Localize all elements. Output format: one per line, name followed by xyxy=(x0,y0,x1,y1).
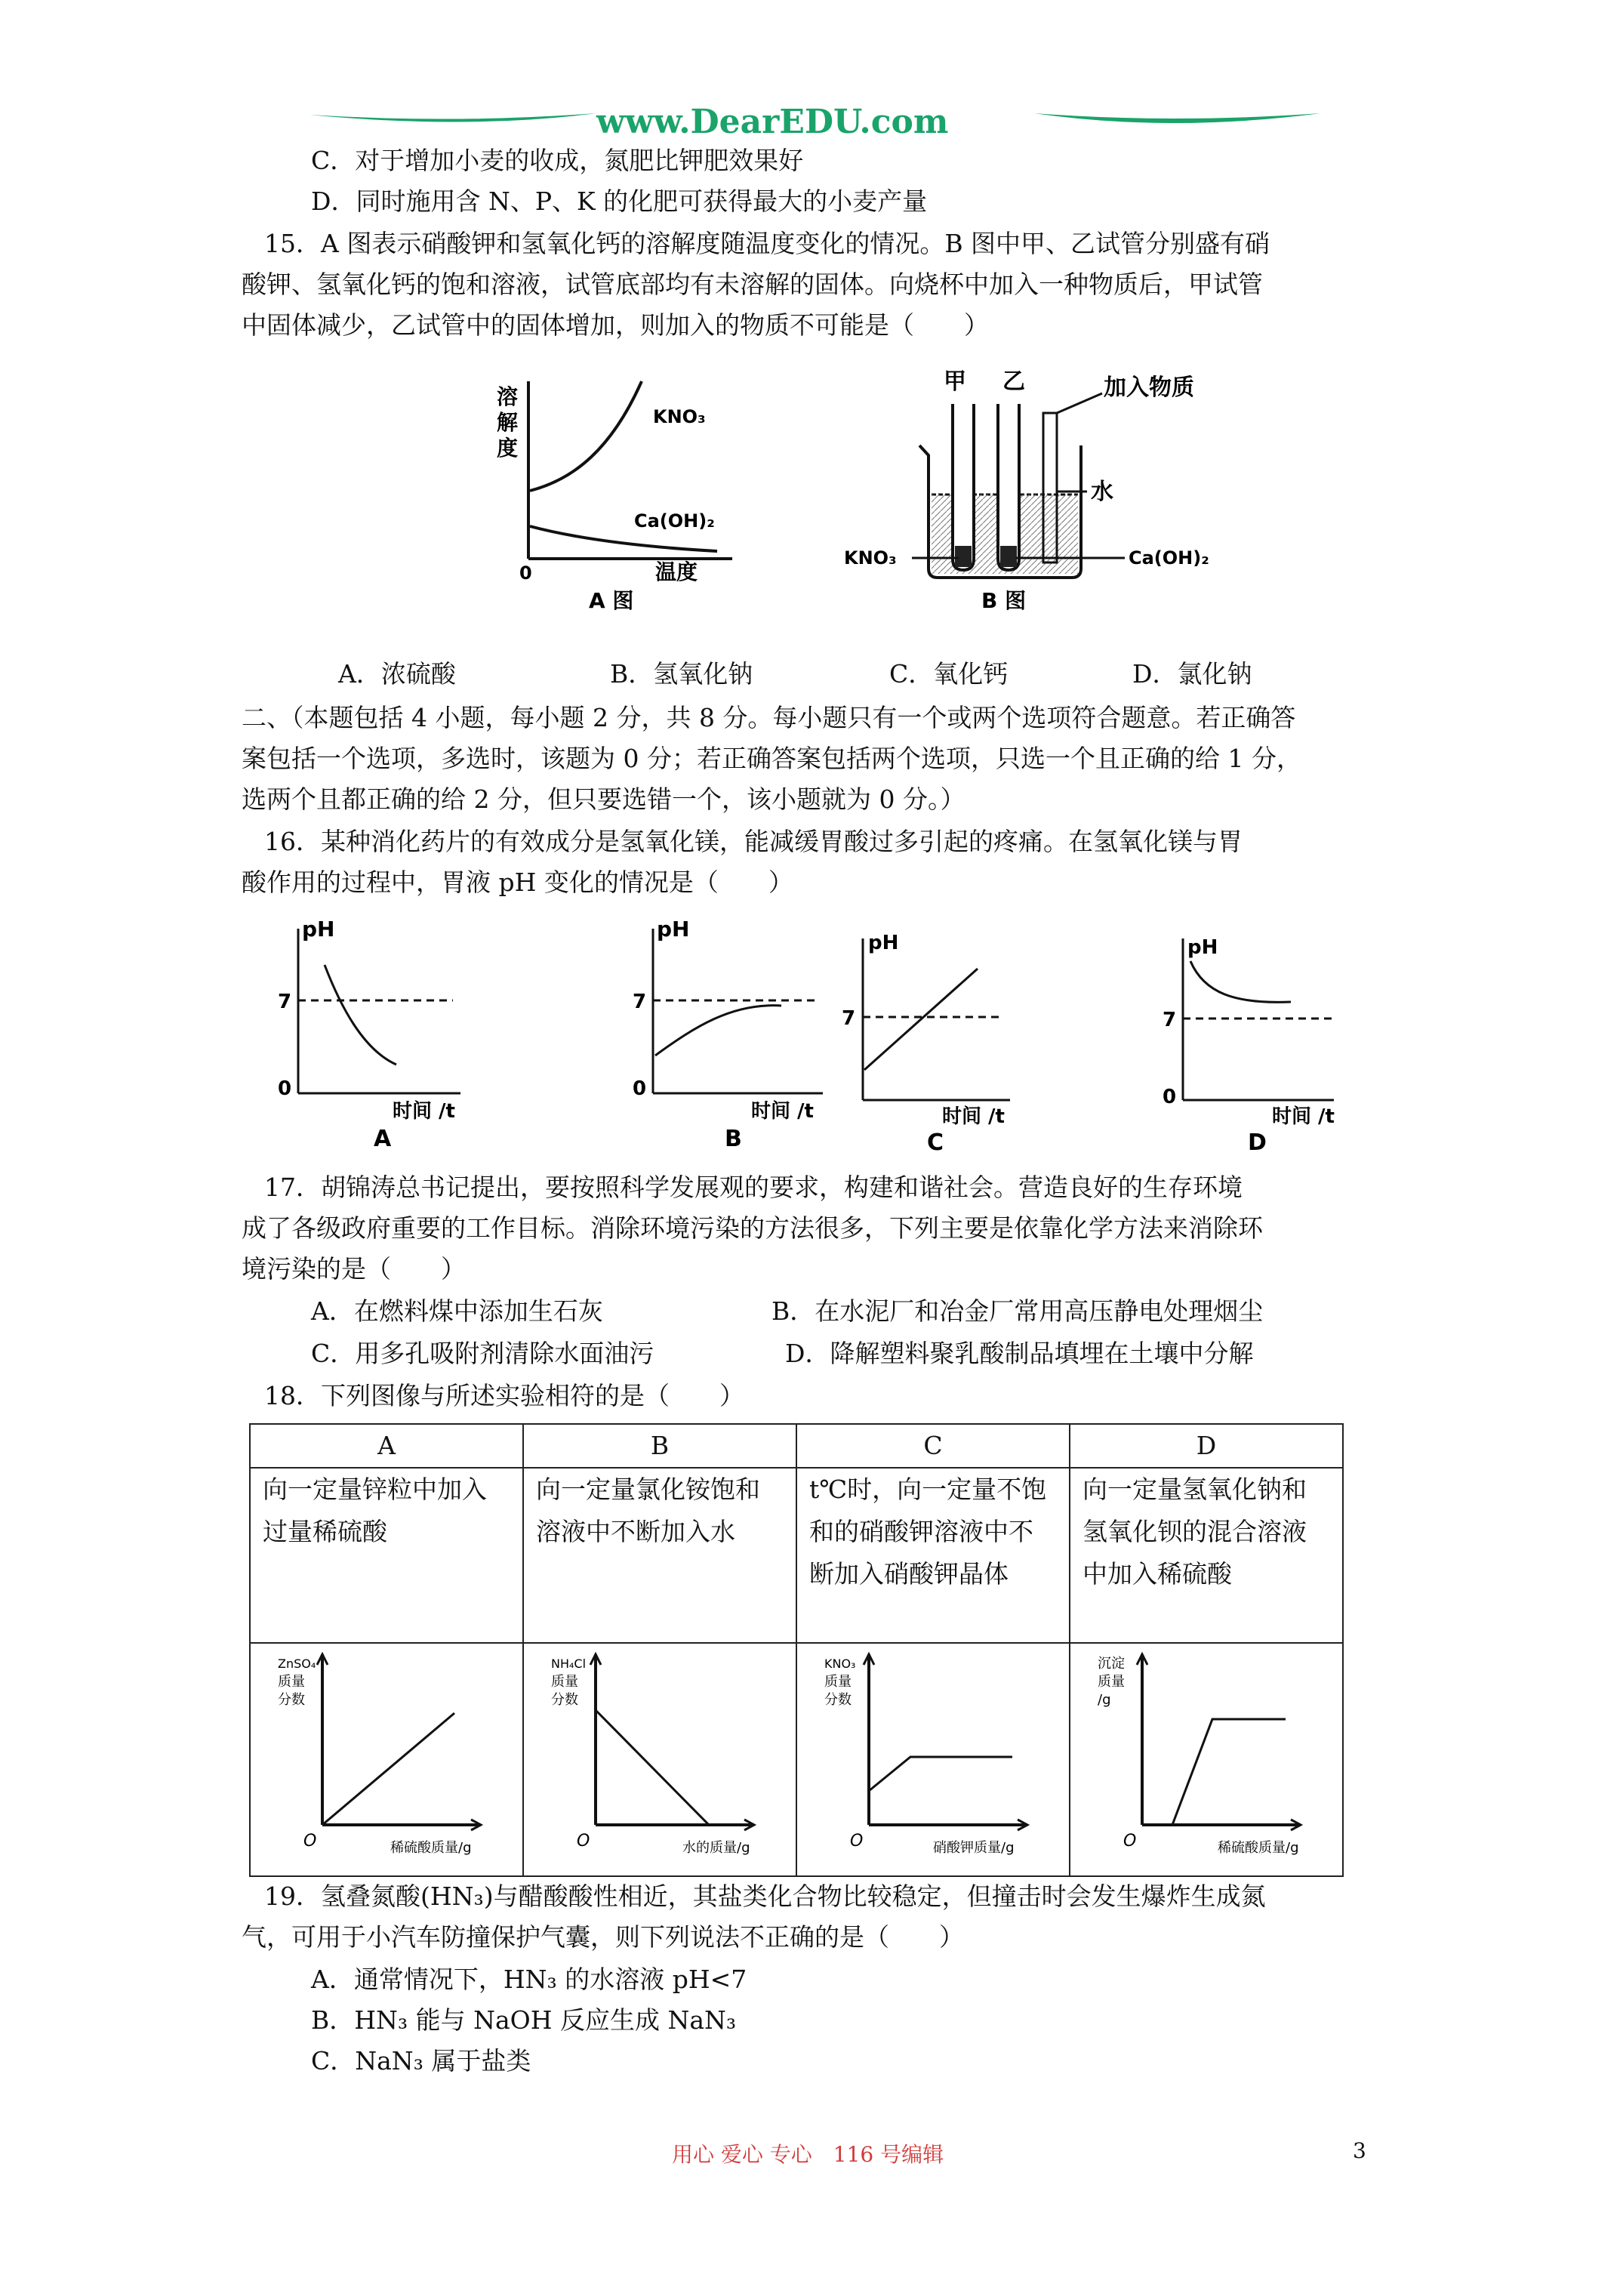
q16-d-curve xyxy=(1190,961,1291,1002)
q15-option-c: C．氧化钙 xyxy=(889,659,1009,689)
fig-b-tube-yi xyxy=(998,404,1019,570)
q19-line-1: 19．氢叠氮酸(HN₃)与醋酸酸性相近，其盐类化合物比较稳定，但撞击时会发生爆炸生成氮 xyxy=(264,1881,1266,1911)
q17-option-a: A．在燃料煤中添加生石灰 xyxy=(311,1296,603,1326)
q15-option-a: A．浓硫酸 xyxy=(338,659,456,689)
svg-text:0: 0 xyxy=(1163,1086,1177,1108)
q16-b-curve xyxy=(655,1006,781,1056)
q18-header-a: A xyxy=(250,1424,523,1468)
q18-header-b: B xyxy=(523,1424,796,1468)
fig-a-caoh-label: Ca(OH)₂ xyxy=(634,510,715,532)
banner-swoosh-right xyxy=(1034,113,1321,123)
q18-description-d: 向一定量氢氧化钠和氢氧化钡的混合溶液中加入稀硫酸 xyxy=(1070,1468,1343,1643)
q14-option-d: D．同时施用含 N、P、K 的化肥可获得最大的小麦产量 xyxy=(311,186,928,216)
q18-header-c: C xyxy=(796,1424,1070,1468)
svg-text:pH: pH xyxy=(868,932,899,954)
fig-a-kno3-curve xyxy=(530,381,642,491)
fig-b-caption: B 图 xyxy=(981,588,1027,613)
q18-d-line xyxy=(1172,1719,1286,1825)
section2-line-1: 二、（本题包括 4 小题，每小题 2 分，共 8 分。每小题只有一个或两个选项符合题意。若正确答 xyxy=(242,703,1296,732)
q18-stem: 18．下列图像与所述实验相符的是（ ） xyxy=(264,1381,744,1410)
svg-text:分数: 分数 xyxy=(551,1692,578,1708)
svg-text:时间 /t: 时间 /t xyxy=(751,1100,814,1123)
q19-option-a: A．通常情况下，HN₃ 的水溶液 pH<7 xyxy=(311,1965,747,1994)
q18-graph-cell-d xyxy=(1070,1643,1343,1876)
q16-line-1: 16．某种消化药片的有效成分是氢氧化镁，能减缓胃酸过多引起的疼痛。在氢氧化镁与胃 xyxy=(264,827,1243,856)
fig-a-kno3-label: KNO₃ xyxy=(653,406,706,427)
q17-line-2: 成了各级政府重要的工作目标。消除环境污染的方法很多，下列主要是依靠化学方法来消除环 xyxy=(242,1213,1263,1243)
q16-c-curve xyxy=(864,969,978,1070)
q18-table xyxy=(249,1423,1344,1877)
q16-graph-b xyxy=(611,914,845,1155)
q15-line-1: 15．A 图表示硝酸钾和氢氧化钙的溶解度随温度变化的情况。B 图中甲、乙试管分别盛有硝 xyxy=(264,229,1270,258)
fig-a-xlabel: 温度 xyxy=(655,559,698,584)
svg-text:硝酸钾质量/g: 硝酸钾质量/g xyxy=(933,1840,1015,1856)
fig-b-kno3-label: KNO₃ xyxy=(844,547,897,569)
q15-option-b: B．氢氧化钠 xyxy=(610,659,753,689)
q15-line-2: 酸钾、氢氧化钙的饱和溶液，试管底部均有未溶解的固体。向烧杯中加入一种物质后，甲试管 xyxy=(242,270,1263,299)
q18-description-a: 向一定量锌粒中加入过量稀硫酸 xyxy=(250,1468,523,1643)
svg-text:ZnSO₄: ZnSO₄ xyxy=(278,1657,316,1671)
q19-option-b: B．HN₃ 能与 NaOH 反应生成 NaN₃ xyxy=(311,2005,737,2035)
svg-text:7: 7 xyxy=(278,991,292,1013)
svg-text:pH: pH xyxy=(302,917,335,942)
svg-text:O: O xyxy=(303,1832,317,1851)
q18-description-b: 向一定量氯化铵饱和溶液中不断加入水 xyxy=(523,1468,796,1643)
q16-caption-d: D xyxy=(1248,1130,1267,1155)
q16-graph-c xyxy=(815,925,1042,1155)
q16-caption-b: B xyxy=(725,1126,742,1152)
svg-text:KNO₃: KNO₃ xyxy=(824,1657,856,1671)
site-logo-text[interactable]: www.DearEDU.com xyxy=(596,103,949,141)
fig-b-tube-jia xyxy=(953,404,974,570)
q18-graph-c xyxy=(797,1644,1069,1863)
fig-a-ylabel-2: 解 xyxy=(497,410,519,435)
fig-a-origin: 0 xyxy=(519,562,532,584)
q18-graph-cell-b xyxy=(523,1643,796,1876)
q17-line-1: 17．胡锦涛总书记提出，要按照科学发展观的要求，构建和谐社会。营造良好的生存环境 xyxy=(264,1173,1243,1202)
svg-text:稀硫酸质量/g: 稀硫酸质量/g xyxy=(390,1840,472,1856)
fig-b-caoh-label: Ca(OH)₂ xyxy=(1129,547,1209,569)
q17-option-c: C．用多孔吸附剂清除水面油污 xyxy=(311,1339,654,1368)
q18-description-c: t℃时，向一定量不饱和的硝酸钾溶液中不断加入硝酸钾晶体 xyxy=(796,1468,1070,1643)
banner-swoosh-left xyxy=(310,113,596,122)
svg-text:时间 /t: 时间 /t xyxy=(942,1105,1005,1128)
q15-line-3: 中固体减少，乙试管中的固体增加，则加入的物质不可能是（ ） xyxy=(242,310,989,340)
svg-text:沉淀: 沉淀 xyxy=(1098,1656,1125,1672)
q16-a-curve xyxy=(325,965,396,1065)
svg-text:分数: 分数 xyxy=(824,1692,852,1708)
svg-text:水的质量/g: 水的质量/g xyxy=(682,1840,750,1856)
svg-text:稀硫酸质量/g: 稀硫酸质量/g xyxy=(1218,1840,1299,1856)
q18-graph-b xyxy=(524,1644,796,1863)
fig-b-yi: 乙 xyxy=(1002,368,1025,395)
q14-option-c: C．对于增加小麦的收成，氮肥比钾肥效果好 xyxy=(311,146,804,175)
q17-line-3: 境污染的是（ ） xyxy=(242,1254,466,1284)
q19-line-2: 气，可用于小汽车防撞保护气囊，则下列说法不正确的是（ ） xyxy=(242,1922,964,1952)
footer-slogan: 用心 爱心 专心 116 号编辑 xyxy=(672,2142,944,2167)
svg-text:时间 /t: 时间 /t xyxy=(393,1100,455,1123)
page-number: 3 xyxy=(1353,2138,1366,2163)
q19-option-c: C．NaN₃ 属于盐类 xyxy=(311,2046,531,2076)
svg-text:7: 7 xyxy=(842,1007,856,1030)
svg-text:NH₄Cl: NH₄Cl xyxy=(551,1657,587,1671)
q15-figure-a xyxy=(483,366,755,630)
svg-text:7: 7 xyxy=(1163,1009,1177,1031)
q16-caption-c: C xyxy=(927,1130,944,1155)
svg-text:质量: 质量 xyxy=(824,1674,852,1690)
q18-graph-d xyxy=(1070,1644,1342,1863)
q16-caption-a: A xyxy=(374,1126,392,1152)
svg-text:7: 7 xyxy=(633,991,647,1013)
q17-option-d: D．降解塑料聚乳酸制品填埋在土壤中分解 xyxy=(785,1339,1254,1368)
svg-text:0: 0 xyxy=(278,1077,292,1100)
q16-line-2: 酸作用的过程中，胃液 pH 变化的情况是（ ） xyxy=(242,868,793,897)
fig-b-jia: 甲 xyxy=(944,368,966,395)
q16-graph-d xyxy=(1136,925,1370,1155)
q16-graph-a xyxy=(257,914,483,1155)
q18-graph-a xyxy=(251,1644,522,1863)
fig-a-caption: A 图 xyxy=(589,588,634,613)
q15-option-d: D．氯化钠 xyxy=(1132,659,1252,689)
svg-text:分数: 分数 xyxy=(278,1692,305,1708)
q18-graph-cell-a xyxy=(250,1643,523,1876)
svg-text:pH: pH xyxy=(1187,936,1218,959)
fig-b-added-label: 加入物质 xyxy=(1104,374,1194,401)
q18-b-line xyxy=(596,1710,709,1825)
svg-text:pH: pH xyxy=(657,917,690,942)
q18-graph-cell-c xyxy=(796,1643,1070,1876)
fig-a-ylabel-1: 溶 xyxy=(497,384,519,409)
svg-text:/g: /g xyxy=(1098,1692,1111,1708)
fig-b-water-label: 水 xyxy=(1091,479,1113,505)
svg-text:O: O xyxy=(1123,1832,1137,1851)
q17-option-b: B．在水泥厂和冶金厂常用高压静电处理烟尘 xyxy=(771,1296,1264,1326)
q18-c-line xyxy=(869,1757,1012,1791)
q18-header-d: D xyxy=(1070,1424,1343,1468)
q18-a-line xyxy=(322,1713,454,1825)
svg-text:质量: 质量 xyxy=(551,1674,578,1690)
fig-a-ylabel-3: 度 xyxy=(497,436,519,461)
svg-text:质量: 质量 xyxy=(1098,1674,1125,1690)
svg-text:O: O xyxy=(850,1832,864,1851)
q15-figure-b xyxy=(838,366,1261,630)
svg-text:时间 /t: 时间 /t xyxy=(1272,1105,1335,1128)
section2-line-2: 案包括一个选项，多选时，该题为 0 分；若正确答案包括两个选项，只选一个且正确的给 1 分， xyxy=(242,744,1301,773)
section2-line-3: 选两个且都正确的给 2 分，但只要选错一个，该小题就为 0 分。） xyxy=(242,784,965,814)
svg-text:O: O xyxy=(577,1832,590,1851)
svg-text:质量: 质量 xyxy=(278,1674,305,1690)
svg-text:0: 0 xyxy=(633,1077,647,1100)
